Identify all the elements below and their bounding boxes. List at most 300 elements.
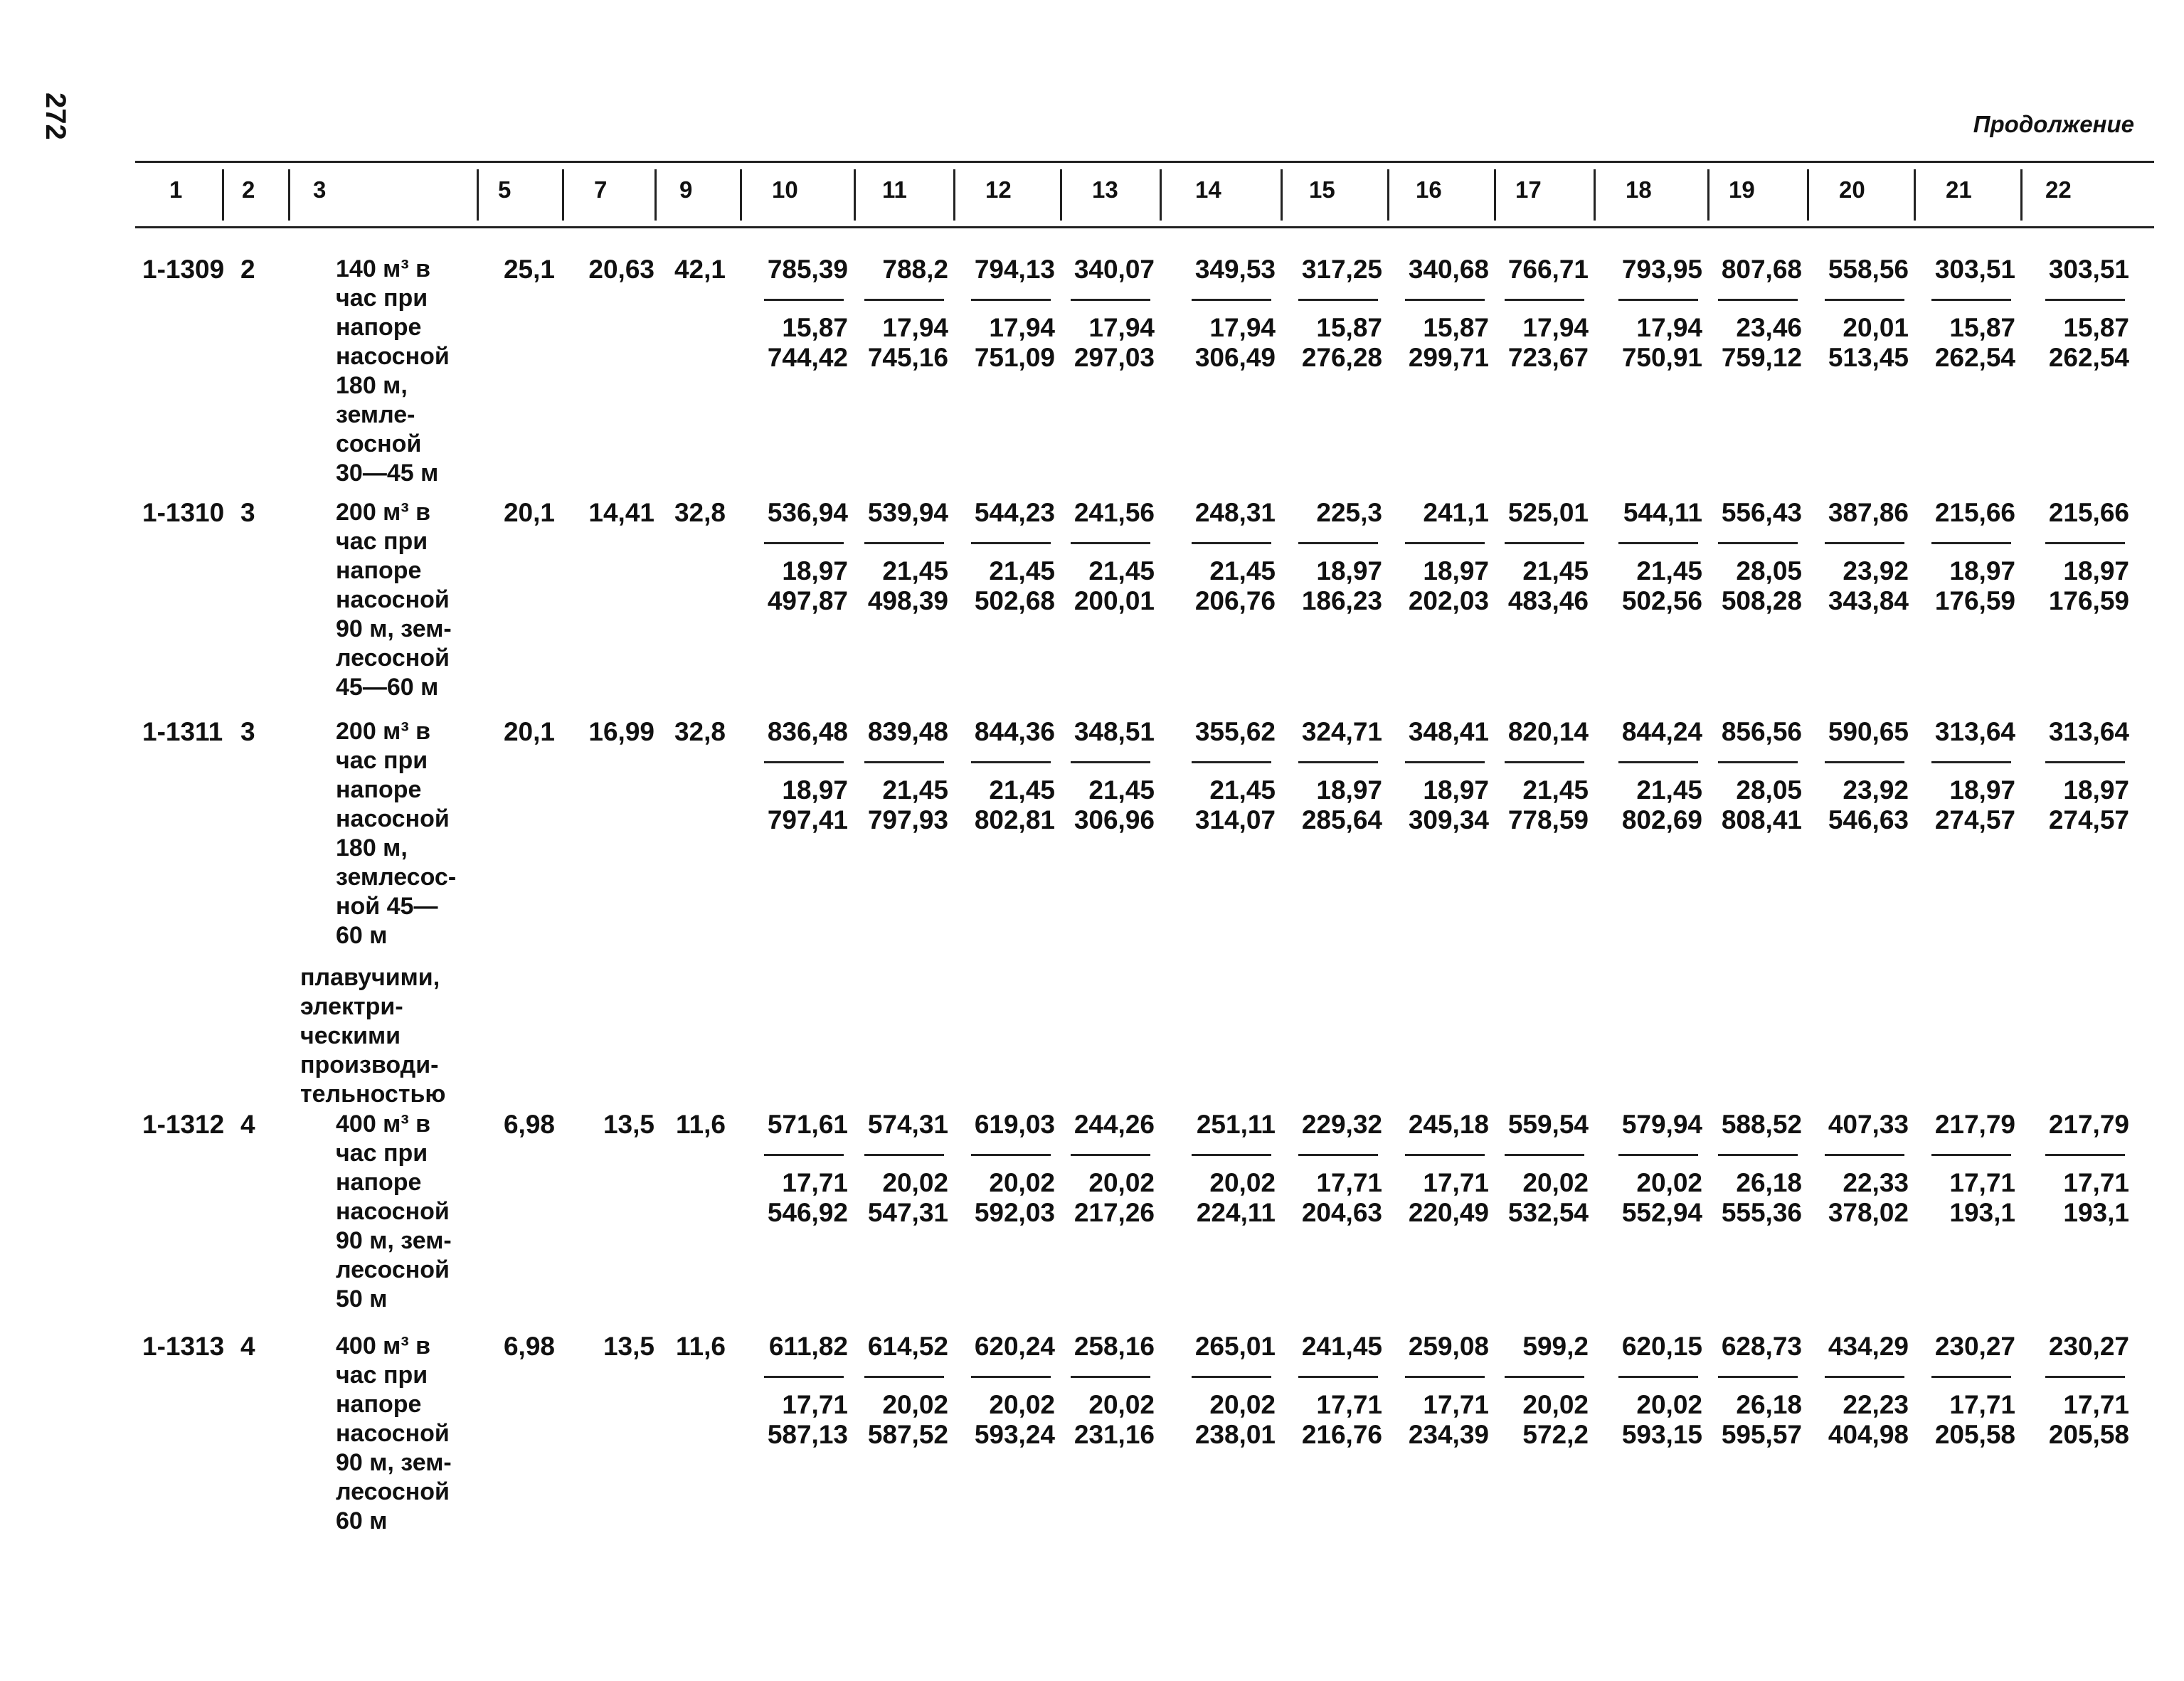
row-value-top: 340,68 bbox=[1408, 255, 1489, 284]
header-column-separator bbox=[1914, 169, 1916, 221]
fraction-rule bbox=[2045, 542, 2125, 544]
row-value-denominator: 231,16 bbox=[1074, 1420, 1155, 1449]
row-value-top: 348,41 bbox=[1408, 717, 1489, 746]
row-value-denominator: 205,58 bbox=[1934, 1420, 2015, 1449]
row-value-top: 258,16 bbox=[1074, 1332, 1155, 1361]
row-value-numerator: 21,45 bbox=[1522, 775, 1589, 805]
row-value-top: 215,66 bbox=[2048, 498, 2129, 527]
fraction-rule bbox=[1405, 1154, 1485, 1156]
row-value-denominator: 593,24 bbox=[974, 1420, 1055, 1449]
row-value-numerator: 21,45 bbox=[1522, 556, 1589, 585]
row-value-top: 628,73 bbox=[1721, 1332, 1802, 1361]
row-description-line: 50 м bbox=[336, 1285, 388, 1313]
fraction-rule bbox=[971, 542, 1051, 544]
header-column-separator bbox=[654, 169, 657, 221]
header-bottom-rule bbox=[135, 226, 2154, 228]
row-value-top: 571,61 bbox=[767, 1110, 848, 1139]
header-column-19: 19 bbox=[1729, 176, 1755, 203]
row-value-denominator: 193,1 bbox=[2063, 1198, 2129, 1227]
row-col-5: 20,1 bbox=[503, 717, 555, 746]
row-value-top: 317,25 bbox=[1301, 255, 1382, 284]
row-value-top: 544,23 bbox=[974, 498, 1055, 527]
row-value-top: 303,51 bbox=[1934, 255, 2015, 284]
header-column-separator bbox=[477, 169, 479, 221]
row-value-top: 434,29 bbox=[1828, 1332, 1909, 1361]
fraction-rule bbox=[1071, 1376, 1150, 1378]
row-value-numerator: 15,87 bbox=[782, 313, 848, 342]
row-col-9: 32,8 bbox=[674, 498, 726, 527]
fraction-rule bbox=[1618, 1376, 1698, 1378]
row-value-denominator: 262,54 bbox=[2048, 343, 2129, 372]
fraction-rule bbox=[764, 299, 844, 301]
row-value-numerator: 21,45 bbox=[1636, 556, 1702, 585]
row-code: 1-1313 bbox=[142, 1332, 225, 1361]
row-value-denominator: 802,81 bbox=[974, 805, 1055, 834]
row-value-numerator: 17,71 bbox=[1316, 1390, 1382, 1419]
row-group: 2 bbox=[240, 255, 255, 284]
row-value-numerator: 17,71 bbox=[1949, 1168, 2015, 1197]
fraction-rule bbox=[1718, 542, 1798, 544]
row-value-top: 525,01 bbox=[1507, 498, 1589, 527]
row-value-numerator: 17,94 bbox=[1209, 313, 1276, 342]
row-value-denominator: 797,93 bbox=[867, 805, 948, 834]
fraction-rule bbox=[1931, 1376, 2011, 1378]
row-value-numerator: 18,97 bbox=[782, 775, 848, 805]
row-value-top: 251,11 bbox=[1196, 1110, 1276, 1139]
row-value-top: 303,51 bbox=[2048, 255, 2129, 284]
header-column-21: 21 bbox=[1946, 176, 1972, 203]
row-value-denominator: 205,58 bbox=[2048, 1420, 2129, 1449]
row-value-denominator: 299,71 bbox=[1408, 343, 1489, 372]
fraction-rule bbox=[1618, 761, 1698, 763]
row-value-numerator: 23,92 bbox=[1843, 556, 1909, 585]
header-column-separator bbox=[1281, 169, 1283, 221]
row-value-denominator: 216,76 bbox=[1301, 1420, 1382, 1449]
row-description bbox=[336, 1332, 507, 1536]
row-value-numerator: 17,94 bbox=[1522, 313, 1589, 342]
row-value-numerator: 20,02 bbox=[1209, 1168, 1276, 1197]
row-value-numerator: 20,02 bbox=[1522, 1168, 1589, 1197]
header-column-separator bbox=[222, 169, 224, 221]
fraction-rule bbox=[1071, 299, 1150, 301]
fraction-rule bbox=[1718, 1154, 1798, 1156]
row-value-denominator: 808,41 bbox=[1721, 805, 1802, 834]
row-value-numerator: 20,02 bbox=[882, 1168, 948, 1197]
fraction-rule bbox=[1825, 761, 1904, 763]
continuation-label: Продолжение bbox=[1973, 111, 2134, 137]
row-value-numerator: 22,23 bbox=[1843, 1390, 1909, 1419]
row-value-top: 788,2 bbox=[882, 255, 948, 284]
row-value-numerator: 20,01 bbox=[1843, 313, 1909, 342]
row-description-line: напоре bbox=[336, 1391, 422, 1418]
row-group: 3 bbox=[240, 717, 255, 746]
row-value-denominator: 378,02 bbox=[1828, 1198, 1909, 1227]
row-value-top: 556,43 bbox=[1721, 498, 1802, 527]
row-description bbox=[336, 1110, 507, 1314]
row-value-numerator: 17,94 bbox=[989, 313, 1055, 342]
row-value-denominator: 220,49 bbox=[1408, 1198, 1489, 1227]
section-label-line: электри- bbox=[300, 993, 403, 1020]
row-value-top: 539,94 bbox=[867, 498, 948, 527]
row-value-top: 340,07 bbox=[1074, 255, 1155, 284]
fraction-rule bbox=[1718, 761, 1798, 763]
row-value-numerator: 21,45 bbox=[989, 556, 1055, 585]
header-column-5: 5 bbox=[498, 176, 511, 203]
row-description-line: 200 м³ в bbox=[336, 718, 430, 745]
row-value-denominator: 274,57 bbox=[1934, 805, 2015, 834]
row-code: 1-1312 bbox=[142, 1110, 225, 1139]
row-value-denominator: 593,15 bbox=[1621, 1420, 1702, 1449]
header-column-1: 1 bbox=[169, 176, 183, 203]
row-value-numerator: 20,02 bbox=[1088, 1390, 1155, 1419]
row-value-top: 241,45 bbox=[1301, 1332, 1382, 1361]
row-value-denominator: 759,12 bbox=[1721, 343, 1802, 372]
row-value-numerator: 18,97 bbox=[1949, 556, 2015, 585]
row-value-numerator: 26,18 bbox=[1736, 1168, 1802, 1197]
row-description-line: ной 45— bbox=[336, 893, 438, 920]
row-value-top: 793,95 bbox=[1621, 255, 1702, 284]
fraction-rule bbox=[1718, 299, 1798, 301]
header-column-2: 2 bbox=[242, 176, 255, 203]
row-value-denominator: 745,16 bbox=[867, 343, 948, 372]
row-value-numerator: 17,71 bbox=[2063, 1390, 2129, 1419]
row-code: 1-1309 bbox=[142, 255, 225, 284]
row-description-line: 180 м, bbox=[336, 372, 408, 399]
row-value-numerator: 18,97 bbox=[1423, 775, 1489, 805]
row-value-denominator: 274,57 bbox=[2048, 805, 2129, 834]
row-description-line: напоре bbox=[336, 776, 422, 803]
header-column-separator bbox=[288, 169, 290, 221]
fraction-rule bbox=[864, 1154, 944, 1156]
row-value-numerator: 17,94 bbox=[882, 313, 948, 342]
header-column-20: 20 bbox=[1839, 176, 1865, 203]
row-value-denominator: 532,54 bbox=[1507, 1198, 1589, 1227]
header-column-separator bbox=[1387, 169, 1389, 221]
fraction-rule bbox=[1505, 1154, 1584, 1156]
fraction-rule bbox=[864, 542, 944, 544]
row-value-top: 544,11 bbox=[1623, 498, 1702, 527]
row-value-numerator: 15,87 bbox=[1949, 313, 2015, 342]
section-label-line: плавучими, bbox=[300, 964, 440, 991]
header-column-separator bbox=[854, 169, 856, 221]
row-value-top: 241,56 bbox=[1074, 498, 1155, 527]
row-value-top: 259,08 bbox=[1408, 1332, 1489, 1361]
fraction-rule bbox=[1505, 761, 1584, 763]
header-column-12: 12 bbox=[985, 176, 1012, 203]
fraction-rule bbox=[1298, 1376, 1378, 1378]
row-value-top: 839,48 bbox=[867, 717, 948, 746]
row-value-top: 355,62 bbox=[1194, 717, 1276, 746]
row-col-9: 11,6 bbox=[676, 1110, 726, 1139]
row-description bbox=[336, 255, 507, 488]
row-value-top: 785,39 bbox=[767, 255, 848, 284]
row-value-numerator: 21,45 bbox=[1636, 775, 1702, 805]
row-value-denominator: 547,31 bbox=[867, 1198, 948, 1227]
row-value-top: 856,56 bbox=[1721, 717, 1802, 746]
row-value-denominator: 200,01 bbox=[1074, 586, 1155, 615]
row-value-numerator: 22,33 bbox=[1843, 1168, 1909, 1197]
row-value-top: 558,56 bbox=[1828, 255, 1909, 284]
header-column-separator bbox=[2020, 169, 2023, 221]
fraction-rule bbox=[1505, 542, 1584, 544]
header-column-7: 7 bbox=[594, 176, 608, 203]
row-value-numerator: 20,02 bbox=[882, 1390, 948, 1419]
row-description-line: 90 м, зем- bbox=[336, 615, 452, 642]
row-value-denominator: 802,69 bbox=[1621, 805, 1702, 834]
row-description-line: 45—60 м bbox=[336, 674, 439, 701]
row-description-line: земле- bbox=[336, 401, 415, 428]
row-description-line: насосной bbox=[336, 805, 450, 832]
header-column-3: 3 bbox=[313, 176, 327, 203]
row-value-numerator: 20,02 bbox=[1088, 1168, 1155, 1197]
fraction-rule bbox=[1192, 299, 1271, 301]
fraction-rule bbox=[864, 299, 944, 301]
fraction-rule bbox=[1825, 542, 1904, 544]
header-column-15: 15 bbox=[1309, 176, 1335, 203]
row-value-numerator: 17,71 bbox=[1949, 1390, 2015, 1419]
fraction-rule bbox=[971, 299, 1051, 301]
row-value-denominator: 592,03 bbox=[974, 1198, 1055, 1227]
row-description-line: час при bbox=[336, 285, 428, 312]
fraction-rule bbox=[1192, 1376, 1271, 1378]
header-column-17: 17 bbox=[1515, 176, 1542, 203]
fraction-rule bbox=[1505, 299, 1584, 301]
fraction-rule bbox=[1405, 542, 1485, 544]
row-value-denominator: 176,59 bbox=[2048, 586, 2129, 615]
row-value-denominator: 502,68 bbox=[974, 586, 1055, 615]
row-col-9: 42,1 bbox=[674, 255, 726, 284]
row-col-5: 6,98 bbox=[503, 1110, 555, 1139]
row-value-denominator: 587,52 bbox=[867, 1420, 948, 1449]
fraction-rule bbox=[1071, 542, 1150, 544]
fraction-rule bbox=[1718, 1376, 1798, 1378]
row-value-numerator: 18,97 bbox=[1949, 775, 2015, 805]
row-value-numerator: 21,45 bbox=[882, 775, 948, 805]
row-description-line: насосной bbox=[336, 343, 450, 370]
header-column-16: 16 bbox=[1416, 176, 1442, 203]
row-value-denominator: 343,84 bbox=[1828, 586, 1909, 615]
row-value-numerator: 17,71 bbox=[782, 1390, 848, 1419]
row-value-top: 794,13 bbox=[974, 255, 1055, 284]
row-description-line: 180 м, bbox=[336, 834, 408, 861]
row-description-line: час при bbox=[336, 1140, 428, 1167]
header-column-separator bbox=[1594, 169, 1596, 221]
row-value-numerator: 17,71 bbox=[1316, 1168, 1382, 1197]
row-value-top: 407,33 bbox=[1828, 1110, 1909, 1139]
row-value-top: 245,18 bbox=[1408, 1110, 1489, 1139]
row-value-denominator: 797,41 bbox=[767, 805, 848, 834]
fraction-rule bbox=[1298, 1154, 1378, 1156]
row-value-denominator: 502,56 bbox=[1621, 586, 1702, 615]
row-value-top: 844,36 bbox=[974, 717, 1055, 746]
row-value-top: 225,3 bbox=[1316, 498, 1382, 527]
header-column-22: 22 bbox=[2045, 176, 2072, 203]
row-value-denominator: 513,45 bbox=[1828, 343, 1909, 372]
row-description-line: 60 м bbox=[336, 922, 388, 949]
section-label-line: ческими bbox=[300, 1022, 401, 1049]
row-value-top: 313,64 bbox=[2048, 717, 2129, 746]
fraction-rule bbox=[1192, 761, 1271, 763]
fraction-rule bbox=[764, 1154, 844, 1156]
row-group: 4 bbox=[240, 1332, 255, 1361]
header-column-separator bbox=[1707, 169, 1709, 221]
fraction-rule bbox=[1071, 761, 1150, 763]
row-value-denominator: 508,28 bbox=[1721, 586, 1802, 615]
fraction-rule bbox=[1618, 1154, 1698, 1156]
row-value-top: 217,79 bbox=[2048, 1110, 2129, 1139]
fraction-rule bbox=[864, 1376, 944, 1378]
row-col-9: 11,6 bbox=[676, 1332, 726, 1361]
row-description-line: напоре bbox=[336, 314, 422, 341]
header-column-separator bbox=[1160, 169, 1162, 221]
fraction-rule bbox=[971, 761, 1051, 763]
fraction-rule bbox=[1931, 542, 2011, 544]
row-value-numerator: 17,71 bbox=[782, 1168, 848, 1197]
row-value-denominator: 744,42 bbox=[767, 343, 848, 372]
row-description-line: 200 м³ в bbox=[336, 499, 430, 526]
row-description-line: 60 м bbox=[336, 1507, 388, 1534]
row-value-numerator: 20,02 bbox=[1636, 1390, 1702, 1419]
row-value-top: 614,52 bbox=[867, 1332, 948, 1361]
row-description-line: 90 м, зем- bbox=[336, 1227, 452, 1254]
header-top-rule bbox=[135, 161, 2154, 163]
row-col-5: 20,1 bbox=[503, 498, 555, 527]
row-value-top: 265,01 bbox=[1194, 1332, 1276, 1361]
row-value-denominator: 285,64 bbox=[1301, 805, 1382, 834]
row-description-line: насосной bbox=[336, 586, 450, 613]
row-value-numerator: 18,97 bbox=[1316, 556, 1382, 585]
row-value-numerator: 18,97 bbox=[2063, 556, 2129, 585]
row-value-denominator: 176,59 bbox=[1934, 586, 2015, 615]
row-col-5: 6,98 bbox=[503, 1332, 555, 1361]
row-value-denominator: 202,03 bbox=[1408, 586, 1489, 615]
row-group: 4 bbox=[240, 1110, 255, 1139]
row-value-denominator: 306,49 bbox=[1194, 343, 1276, 372]
row-value-top: 620,24 bbox=[974, 1332, 1055, 1361]
row-description-line: напоре bbox=[336, 1169, 422, 1196]
row-value-numerator: 20,02 bbox=[1522, 1390, 1589, 1419]
row-description-line: 30—45 м bbox=[336, 460, 439, 487]
header-column-11: 11 bbox=[882, 176, 907, 203]
row-value-denominator: 224,11 bbox=[1196, 1198, 1276, 1227]
fraction-rule bbox=[764, 542, 844, 544]
header-column-separator bbox=[562, 169, 564, 221]
section-label-line: производи- bbox=[300, 1051, 439, 1078]
row-value-denominator: 778,59 bbox=[1507, 805, 1589, 834]
header-column-separator bbox=[1494, 169, 1496, 221]
fraction-rule bbox=[2045, 1376, 2125, 1378]
row-description bbox=[336, 498, 507, 702]
row-value-numerator: 21,45 bbox=[1209, 556, 1276, 585]
row-value-denominator: 306,96 bbox=[1074, 805, 1155, 834]
row-value-numerator: 21,45 bbox=[989, 775, 1055, 805]
row-description-line: землесос- bbox=[336, 864, 457, 891]
row-value-numerator: 18,97 bbox=[782, 556, 848, 585]
row-description-line: 140 м³ в bbox=[336, 255, 430, 282]
row-col-5: 25,1 bbox=[503, 255, 555, 284]
fraction-rule bbox=[1298, 542, 1378, 544]
fraction-rule bbox=[1298, 299, 1378, 301]
row-value-denominator: 262,54 bbox=[1934, 343, 2015, 372]
row-value-top: 579,94 bbox=[1621, 1110, 1702, 1139]
row-value-denominator: 587,13 bbox=[767, 1420, 848, 1449]
row-value-top: 574,31 bbox=[867, 1110, 948, 1139]
row-value-top: 588,52 bbox=[1721, 1110, 1802, 1139]
row-value-top: 559,54 bbox=[1507, 1110, 1589, 1139]
row-value-numerator: 21,45 bbox=[1088, 775, 1155, 805]
row-value-numerator: 23,46 bbox=[1736, 313, 1802, 342]
row-value-denominator: 314,07 bbox=[1194, 805, 1276, 834]
row-value-numerator: 17,71 bbox=[1423, 1390, 1489, 1419]
row-value-numerator: 28,05 bbox=[1736, 775, 1802, 805]
row-value-top: 229,32 bbox=[1301, 1110, 1382, 1139]
row-value-top: 230,27 bbox=[1934, 1332, 2015, 1361]
row-value-top: 244,26 bbox=[1074, 1110, 1155, 1139]
fraction-rule bbox=[1298, 761, 1378, 763]
fraction-rule bbox=[1618, 542, 1698, 544]
row-value-numerator: 18,97 bbox=[1316, 775, 1382, 805]
fraction-rule bbox=[1618, 299, 1698, 301]
section-label bbox=[300, 963, 471, 1109]
fraction-rule bbox=[1071, 1154, 1150, 1156]
row-value-top: 620,15 bbox=[1621, 1332, 1702, 1361]
row-value-denominator: 193,1 bbox=[1949, 1198, 2015, 1227]
row-value-denominator: 546,92 bbox=[767, 1198, 848, 1227]
row-value-top: 766,71 bbox=[1507, 255, 1589, 284]
row-value-top: 324,71 bbox=[1301, 717, 1382, 746]
row-description-line: час при bbox=[336, 1362, 428, 1389]
row-description-line: сосной bbox=[336, 430, 422, 457]
row-value-denominator: 723,67 bbox=[1507, 343, 1589, 372]
row-value-numerator: 15,87 bbox=[2063, 313, 2129, 342]
fraction-rule bbox=[1931, 761, 2011, 763]
row-value-denominator: 186,23 bbox=[1301, 586, 1382, 615]
row-value-numerator: 15,87 bbox=[1423, 313, 1489, 342]
fraction-rule bbox=[2045, 761, 2125, 763]
row-description-line: лесосной bbox=[336, 645, 450, 672]
header-column-separator bbox=[740, 169, 742, 221]
row-value-numerator: 20,02 bbox=[989, 1390, 1055, 1419]
header-column-14: 14 bbox=[1195, 176, 1221, 203]
row-col-7: 13,5 bbox=[603, 1110, 654, 1139]
row-col-7: 16,99 bbox=[588, 717, 654, 746]
row-value-top: 807,68 bbox=[1721, 255, 1802, 284]
row-value-numerator: 17,71 bbox=[1423, 1168, 1489, 1197]
row-value-denominator: 204,63 bbox=[1301, 1198, 1382, 1227]
fraction-rule bbox=[1931, 1154, 2011, 1156]
row-description-line: лесосной bbox=[336, 1256, 450, 1283]
row-description-line: 400 м³ в bbox=[336, 1332, 430, 1359]
row-description-line: час при bbox=[336, 747, 428, 774]
row-value-numerator: 17,71 bbox=[2063, 1168, 2129, 1197]
fraction-rule bbox=[1405, 299, 1485, 301]
row-value-top: 611,82 bbox=[768, 1332, 848, 1361]
row-value-denominator: 238,01 bbox=[1194, 1420, 1276, 1449]
fraction-rule bbox=[764, 1376, 844, 1378]
row-code: 1-1310 bbox=[142, 498, 225, 527]
row-description-line: 90 м, зем- bbox=[336, 1449, 452, 1476]
header-column-13: 13 bbox=[1092, 176, 1118, 203]
row-value-denominator: 552,94 bbox=[1621, 1198, 1702, 1227]
row-value-numerator: 18,97 bbox=[1423, 556, 1489, 585]
row-value-denominator: 206,76 bbox=[1194, 586, 1276, 615]
row-code: 1-1311 bbox=[142, 717, 223, 746]
fraction-rule bbox=[1405, 1376, 1485, 1378]
header-column-10: 10 bbox=[772, 176, 798, 203]
row-value-top: 241,1 bbox=[1423, 498, 1489, 527]
fraction-rule bbox=[1825, 299, 1904, 301]
row-value-denominator: 497,87 bbox=[767, 586, 848, 615]
